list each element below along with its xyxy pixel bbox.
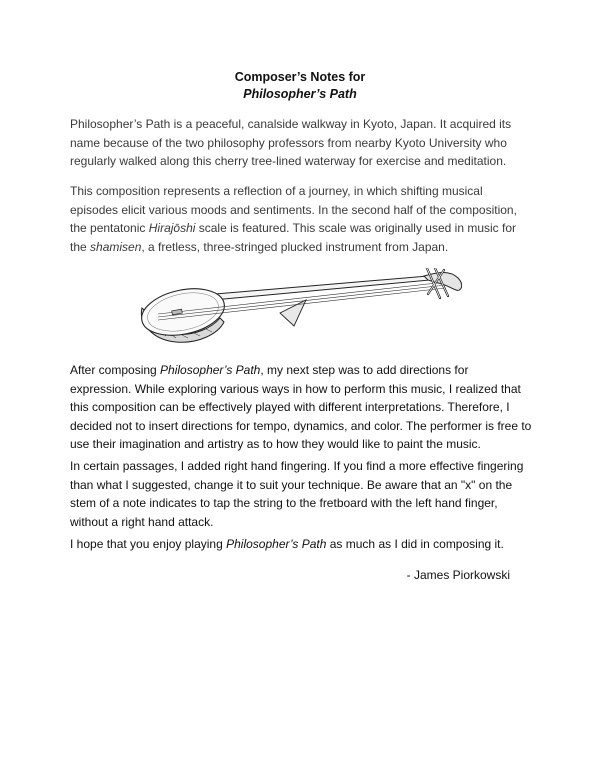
italic-title: Philosopher’s Path	[160, 363, 261, 377]
paragraph-text: , my next step was to add directions for expression. While exploring various ways in how to perform this music, I realized that this composition can be effectively played with different interpretations. Therefore, I decided not to insert directions for tempo, dynamics, and color. The performer is free to use their imagination and artistry as to how they would like to paint the music.	[70, 363, 532, 451]
paragraph-composition	[70, 182, 532, 256]
page-title	[0, 69, 600, 103]
paragraph-text: scale is featured. This scale was originally used in music for the	[70, 221, 517, 254]
body-face	[137, 282, 228, 343]
italic-term: Hirajōshi	[148, 221, 196, 235]
paragraph-expression	[70, 361, 532, 454]
italic-term: shamisen	[90, 239, 142, 254]
paragraph-closing	[70, 535, 532, 554]
shamisen-drawing-icon	[128, 268, 478, 346]
paragraph-text: I hope that you enjoy playing	[70, 537, 227, 551]
signature: - James Piorkowski	[406, 568, 510, 582]
paragraph-text: , a fretless, three-stringed plucked instrument from Japan.	[141, 239, 449, 254]
paragraph-text: This composition represents a reflection of a journey, in which shifting musical episodes elicit various moods and sentiments. In the second half of the composition, the pentatonic	[70, 184, 517, 235]
italic-title: Philosopher’s Path	[226, 537, 327, 551]
title-line-1: Composer’s Notes for	[234, 70, 366, 84]
paragraph-text: After composing	[70, 363, 161, 377]
paragraph-text: as much as I did in composing it.	[326, 537, 504, 551]
paragraph-intro: Philosopher’s Path is a peaceful, canalside walkway in Kyoto, Japan. It acquired its name because of the two philosophy professors from nearby Kyoto University who regularly walked along this cherry tree-lined waterway for exercise and meditation.	[70, 117, 512, 168]
paragraph-fingering: In certain passages, I added right hand fingering. If you find a more effective fingering than what I suggested, change it to suit your technique. Be aware that an "x" on the stem of a note indicates to tap the string to the fretboard with the left hand finger, without a right hand attack.	[70, 459, 524, 529]
title-line-2: Philosopher’s Path	[243, 87, 357, 101]
